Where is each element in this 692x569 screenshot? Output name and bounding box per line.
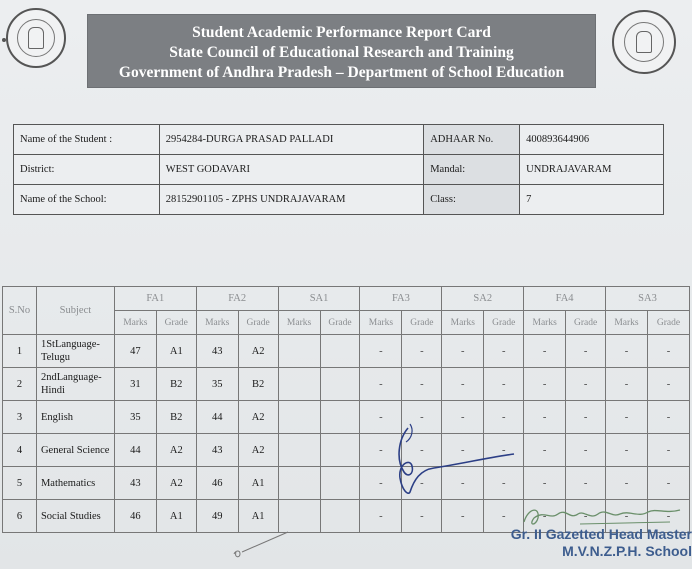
grade-subheader: Grade xyxy=(566,311,606,335)
assessment-header-sa1: SA1 xyxy=(278,287,360,311)
dash-cell: - xyxy=(402,401,442,434)
dash-cell: - xyxy=(566,500,606,533)
assessment-header-sa3: SA3 xyxy=(606,287,690,311)
marks-subheader: Marks xyxy=(114,311,156,335)
dash-cell: - xyxy=(566,335,606,368)
class-value: 7 xyxy=(520,185,664,215)
dash-cell: - xyxy=(484,467,524,500)
dash-cell: - xyxy=(647,401,689,434)
dash-cell: - xyxy=(360,434,402,467)
subject-cell: General Science xyxy=(36,434,114,467)
ap-emblem-left-icon xyxy=(6,8,66,68)
marks-subheader: Marks xyxy=(524,311,566,335)
dash-cell: - xyxy=(606,467,648,500)
dash-cell: - xyxy=(442,500,484,533)
dash-cell: - xyxy=(360,401,402,434)
mandal-value: UNDRAJAVARAM xyxy=(520,155,664,185)
dash-cell: - xyxy=(402,500,442,533)
dash-cell: - xyxy=(566,434,606,467)
dash-cell: - xyxy=(647,434,689,467)
grade-subheader: Grade xyxy=(484,311,524,335)
fa1-marks-cell: 43 xyxy=(114,467,156,500)
fa1-marks-cell: 46 xyxy=(114,500,156,533)
dash-cell: - xyxy=(402,434,442,467)
dash-cell: - xyxy=(524,467,566,500)
sa1-empty-cell xyxy=(278,467,320,500)
fa2-marks-cell: 44 xyxy=(196,401,238,434)
sno-cell: 3 xyxy=(3,401,37,434)
aadhaar-value: 400893644906 xyxy=(520,125,664,155)
sno-cell: 5 xyxy=(3,467,37,500)
grade-subheader: Grade xyxy=(238,311,278,335)
table-row xyxy=(3,467,690,500)
fa2-marks-cell: 49 xyxy=(196,500,238,533)
fa1-grade-cell: A1 xyxy=(156,335,196,368)
assessment-header-fa3: FA3 xyxy=(360,287,442,311)
marks-table xyxy=(2,286,690,533)
dash-cell: - xyxy=(484,434,524,467)
table-row xyxy=(3,335,690,368)
sa1-empty-cell xyxy=(320,335,360,368)
dash-cell: - xyxy=(402,368,442,401)
dash-cell: - xyxy=(524,401,566,434)
district-value: WEST GODAVARI xyxy=(159,155,424,185)
dash-cell: - xyxy=(442,467,484,500)
subject-cell: Mathematics xyxy=(36,467,114,500)
dash-cell: - xyxy=(566,401,606,434)
sa1-empty-cell xyxy=(278,335,320,368)
dash-cell: - xyxy=(484,401,524,434)
dash-cell: - xyxy=(566,368,606,401)
fa2-grade-cell: A2 xyxy=(238,434,278,467)
grade-subheader: Grade xyxy=(402,311,442,335)
dash-cell: - xyxy=(606,335,648,368)
subject-cell: Social Studies xyxy=(36,500,114,533)
subject-header: Subject xyxy=(36,287,114,335)
info-row xyxy=(14,155,664,185)
student-name-label: Name of the Student : xyxy=(14,125,160,155)
assessment-header-fa4: FA4 xyxy=(524,287,606,311)
marks-subheader: Marks xyxy=(278,311,320,335)
marks-subheader: Marks xyxy=(606,311,648,335)
dash-cell: - xyxy=(360,335,402,368)
head-master-stamp xyxy=(488,526,692,560)
header-government: Government of Andhra Pradesh – Department of School Education xyxy=(118,64,565,81)
student-info-table xyxy=(13,124,664,215)
info-row xyxy=(14,185,664,215)
fa2-grade-cell: A1 xyxy=(238,500,278,533)
grade-subheader: Grade xyxy=(320,311,360,335)
sa1-empty-cell xyxy=(278,434,320,467)
dash-cell: - xyxy=(606,500,648,533)
dash-cell: - xyxy=(647,500,689,533)
table-row xyxy=(3,434,690,467)
subject-cell: 1StLanguage-Telugu xyxy=(36,335,114,368)
sa1-empty-cell xyxy=(278,368,320,401)
fa2-marks-cell: 43 xyxy=(196,335,238,368)
dash-cell: - xyxy=(606,368,648,401)
info-row xyxy=(14,125,664,155)
table-row xyxy=(3,401,690,434)
dash-cell: - xyxy=(442,401,484,434)
fa1-grade-cell: A1 xyxy=(156,500,196,533)
sno-header: S.No xyxy=(3,287,37,335)
subject-cell: 2ndLanguage-Hindi xyxy=(36,368,114,401)
dash-cell: - xyxy=(524,368,566,401)
fa2-marks-cell: 35 xyxy=(196,368,238,401)
class-label: Class: xyxy=(424,185,520,215)
dash-cell: - xyxy=(484,368,524,401)
fa1-marks-cell: 47 xyxy=(114,335,156,368)
dash-cell: - xyxy=(524,434,566,467)
header-council: State Council of Educational Research and Training xyxy=(169,44,514,61)
sno-cell: 4 xyxy=(3,434,37,467)
teacher-signature xyxy=(390,420,520,505)
stamp-designation: Gr. II Gazetted Head Master xyxy=(510,526,692,542)
sa1-empty-cell xyxy=(320,500,360,533)
dash-cell: - xyxy=(566,467,606,500)
marks-subheader: Marks xyxy=(360,311,402,335)
report-header xyxy=(87,14,596,88)
dash-cell: - xyxy=(484,335,524,368)
assessment-header-sa2: SA2 xyxy=(442,287,524,311)
fa2-grade-cell: A1 xyxy=(238,467,278,500)
dash-cell: - xyxy=(647,467,689,500)
sa1-empty-cell xyxy=(320,368,360,401)
dash-cell: - xyxy=(442,434,484,467)
table-row xyxy=(3,368,690,401)
dash-cell: - xyxy=(402,467,442,500)
fa1-marks-cell: 44 xyxy=(114,434,156,467)
sa1-empty-cell xyxy=(320,467,360,500)
fa1-grade-cell: A2 xyxy=(156,467,196,500)
fa1-grade-cell: B2 xyxy=(156,401,196,434)
fa2-grade-cell: A2 xyxy=(238,401,278,434)
grade-subheader: Grade xyxy=(156,311,196,335)
dash-cell: - xyxy=(360,368,402,401)
dash-cell: - xyxy=(606,434,648,467)
dash-cell: - xyxy=(360,467,402,500)
sno-cell: 1 xyxy=(3,335,37,368)
assessment-header-fa2: FA2 xyxy=(196,287,278,311)
fa2-marks-cell: 43 xyxy=(196,434,238,467)
dash-cell: - xyxy=(647,335,689,368)
dash-cell: - xyxy=(442,368,484,401)
subject-cell: English xyxy=(36,401,114,434)
aadhaar-label: ADHAAR No. xyxy=(424,125,520,155)
scert-emblem-right-icon xyxy=(612,10,676,74)
stamp-school: M.V.N.Z.P.H. School xyxy=(562,543,692,559)
dash-cell: - xyxy=(442,335,484,368)
sa1-empty-cell xyxy=(278,401,320,434)
marks-subheader: Marks xyxy=(442,311,484,335)
fa2-grade-cell: B2 xyxy=(238,368,278,401)
assessment-header-row xyxy=(3,287,690,311)
district-label: District: xyxy=(14,155,160,185)
dash-cell: - xyxy=(360,500,402,533)
pen-scratch-mark xyxy=(230,528,290,558)
dash-cell: - xyxy=(484,500,524,533)
fa1-grade-cell: A2 xyxy=(156,434,196,467)
mandal-label: Mandal: xyxy=(424,155,520,185)
header-title: Student Academic Performance Report Card xyxy=(192,24,491,41)
dash-cell: - xyxy=(524,500,566,533)
fa2-grade-cell: A2 xyxy=(238,335,278,368)
fa1-grade-cell: B2 xyxy=(156,368,196,401)
grade-subheader: Grade xyxy=(647,311,689,335)
marks-subheader: Marks xyxy=(196,311,238,335)
sno-cell: 2 xyxy=(3,368,37,401)
sa1-empty-cell xyxy=(320,401,360,434)
dash-cell: - xyxy=(647,368,689,401)
fa1-marks-cell: 31 xyxy=(114,368,156,401)
sno-cell: 6 xyxy=(3,500,37,533)
dash-cell: - xyxy=(606,401,648,434)
school-label: Name of the School: xyxy=(14,185,160,215)
sa1-empty-cell xyxy=(320,434,360,467)
assessment-header-fa1: FA1 xyxy=(114,287,196,311)
dash-cell: - xyxy=(402,335,442,368)
fa2-marks-cell: 46 xyxy=(196,467,238,500)
student-name-value: 2954284-DURGA PRASAD PALLADI xyxy=(159,125,424,155)
dash-cell: - xyxy=(524,335,566,368)
fa1-marks-cell: 35 xyxy=(114,401,156,434)
school-value: 28152901105 - ZPHS UNDRAJAVARAM xyxy=(159,185,424,215)
